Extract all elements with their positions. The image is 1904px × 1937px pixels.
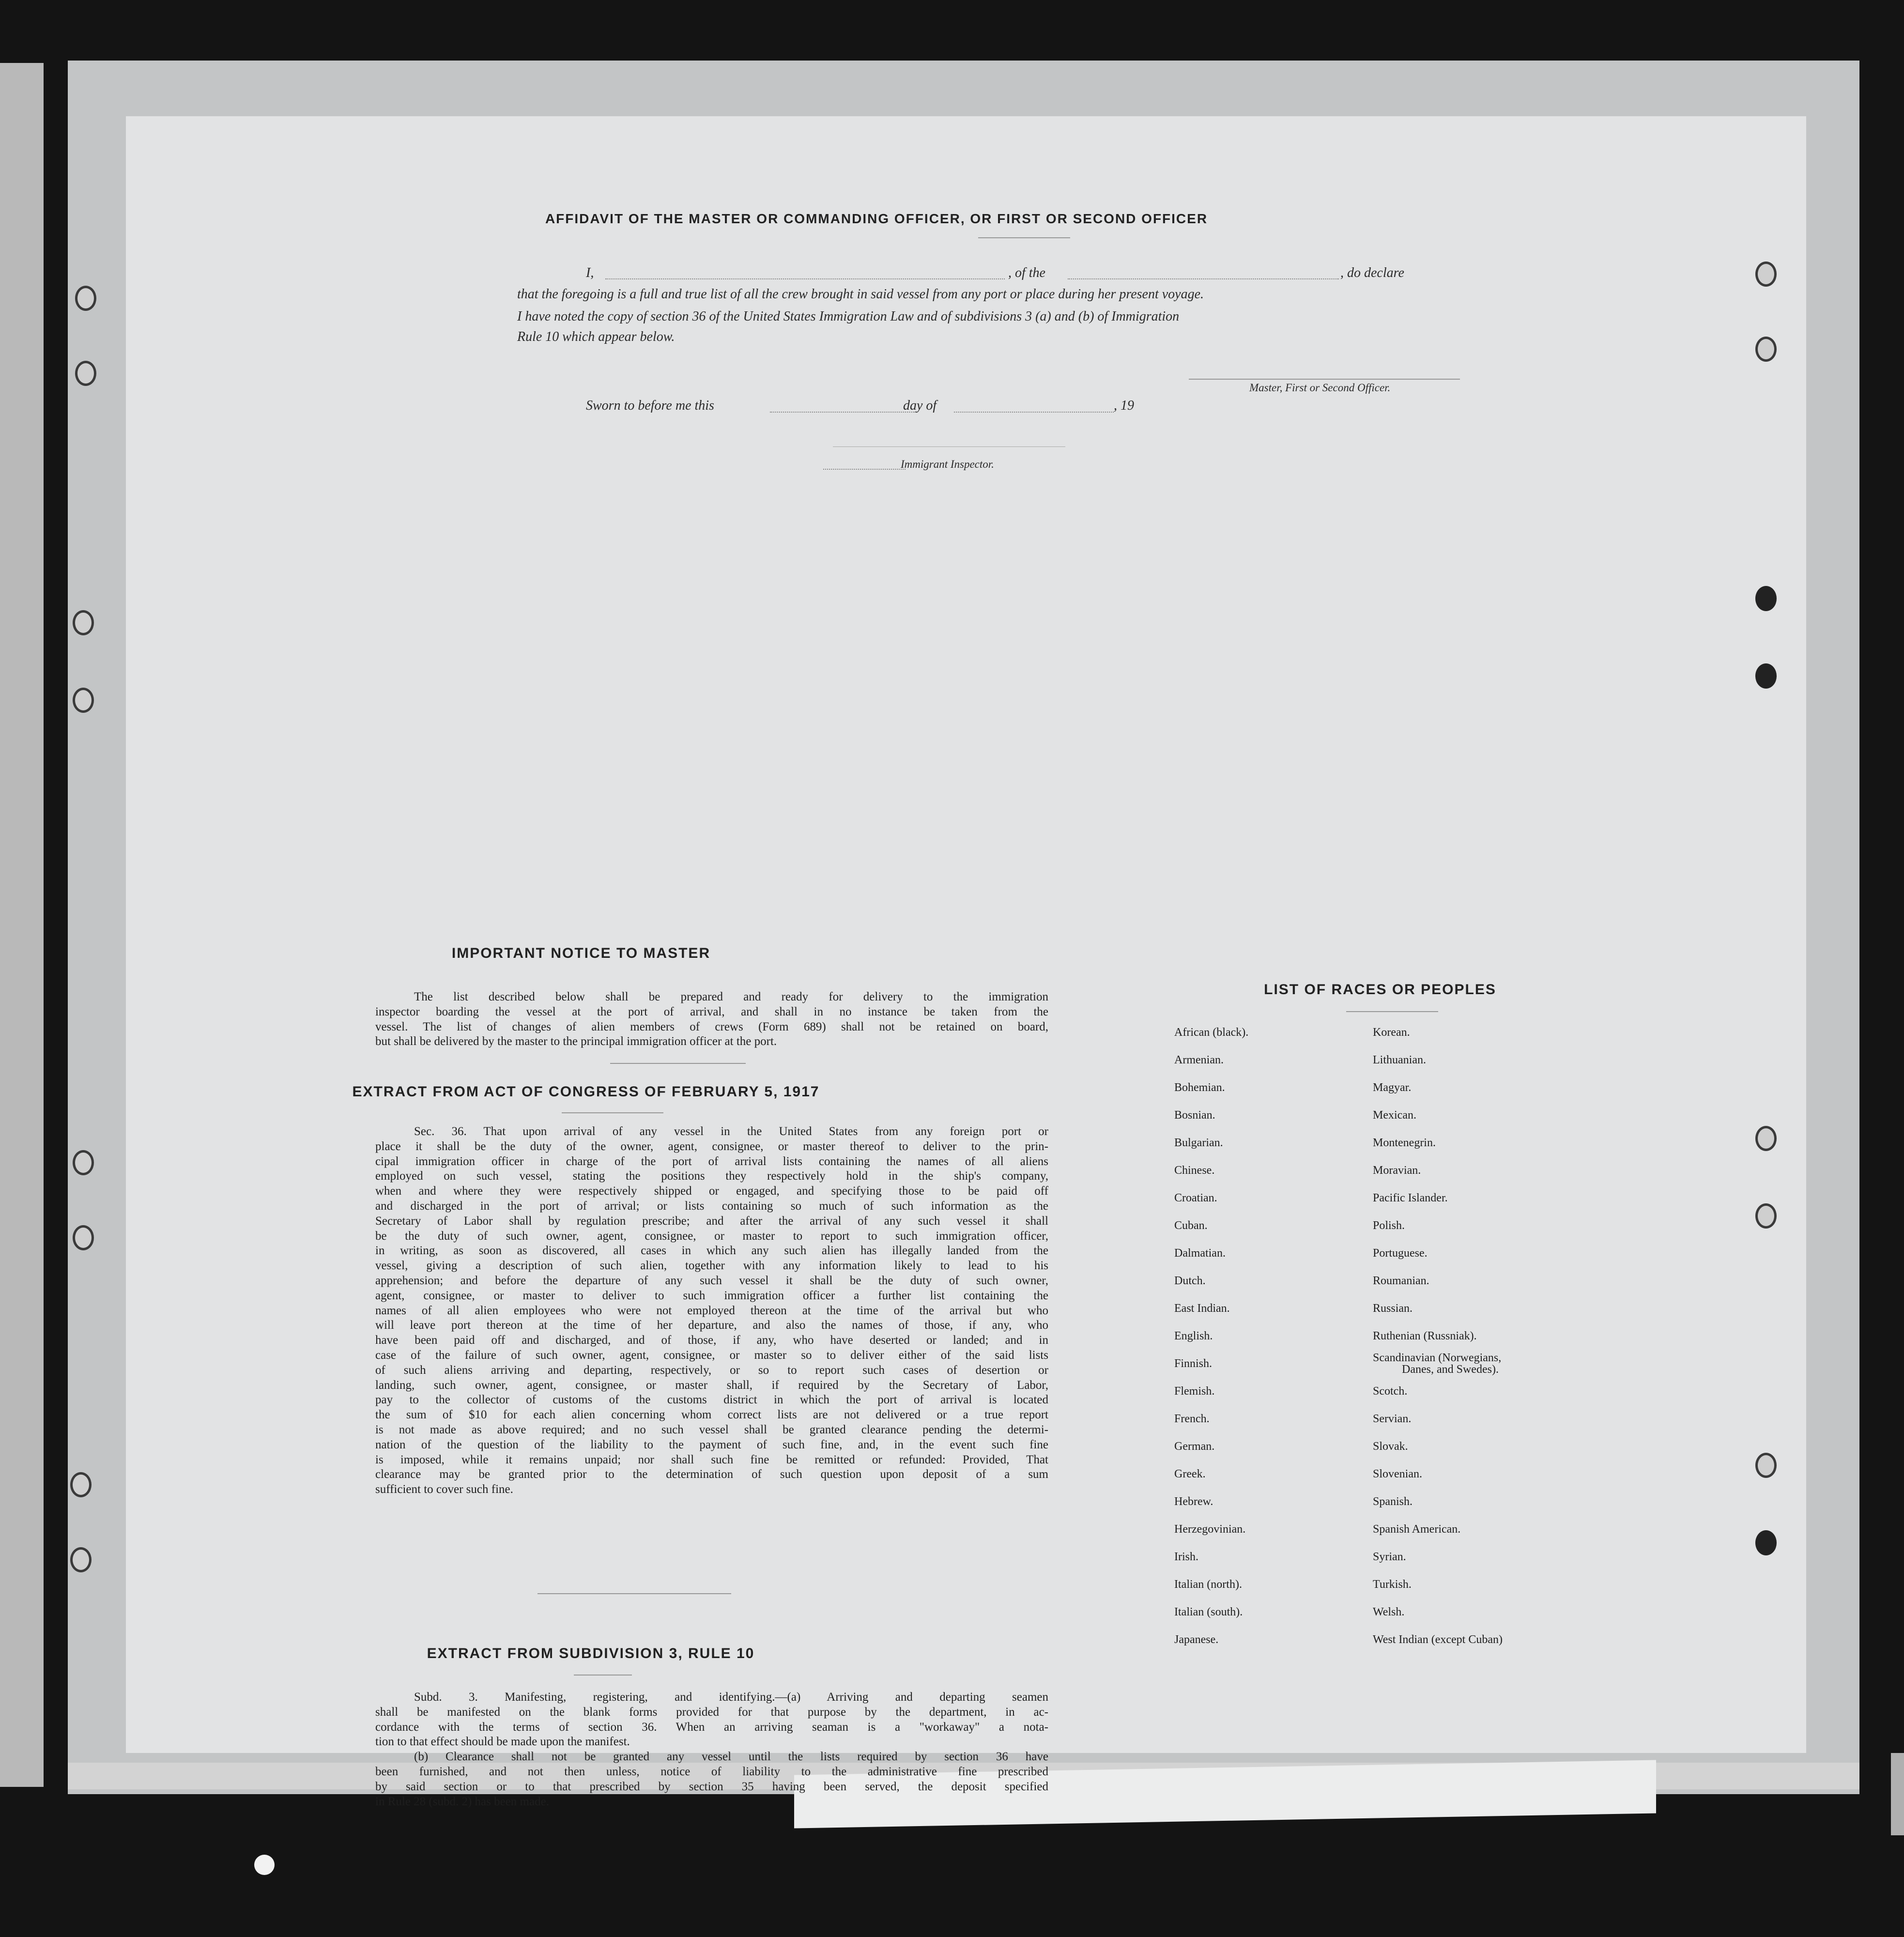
race-item: Finnish. [1174,1357,1213,1370]
race-item: German. [1174,1440,1215,1453]
day-blank [770,412,915,413]
binder-hole-icon [73,610,94,635]
rule-line: shall be manifested on the blank forms provided for that purpose by the department, in ac- [375,1705,1048,1719]
race-item: Bohemian. [1174,1081,1225,1094]
race-item: Spanish. [1373,1495,1413,1508]
race-item: Flemish. [1174,1385,1215,1398]
rule-line: by said section or to that prescribed by section 35 having been served, the deposit specified [375,1780,1048,1793]
races-title: LIST OF RACES OR PEOPLES [1264,982,1496,998]
act-line: Secretary of Labor shall by regulation prescribe; and after the arrival of any such vessel it shall [375,1214,1048,1228]
divider [574,1675,632,1676]
race-item: Scandinavian (Norwegians, [1373,1352,1502,1364]
binder-hole-icon [1755,663,1777,689]
act-line: and discharged in the port of arrival; or lists containing so much of such information as the [375,1199,1048,1213]
inspector-label: Immigrant Inspector. [901,458,994,470]
affidavit-of-the-label: , of the [1008,265,1045,280]
act-line: nation of the question of the liability to the payment of such fine, and, in the event such fine [375,1438,1048,1451]
act-line: Sec. 36. That upon arrival of any vessel in the United States from any foreign port or [414,1125,1048,1138]
race-item: Turkish. [1373,1578,1412,1591]
notice-line: inspector boarding the vessel at the port of arrival, and shall in no instance be taken from the [375,1005,1048,1018]
race-item: Scotch. [1373,1385,1408,1398]
rule-line: cordance with the terms of section 36. When an arriving seaman is a "workaway" a nota- [375,1720,1048,1734]
rule-line: (b) Clearance shall not be granted any vessel until the lists required by section 36 have [414,1750,1048,1764]
race-item: Polish. [1373,1219,1405,1232]
act-line: have been paid off and discharged, and of those, if any, who have deserted or landed; and in [375,1334,1048,1347]
race-item: Slovenian. [1373,1468,1422,1480]
race-item: Montenegrin. [1373,1137,1436,1149]
binder-hole-icon [1755,586,1777,611]
divider [562,1112,663,1113]
race-item: West Indian (except Cuban) [1373,1633,1503,1646]
act-line: apprehension; and before the departure of any such vessel it shall be the duty of such owner, [375,1274,1048,1287]
race-item: Moravian. [1373,1164,1421,1177]
act-line: pay to the collector of customs of the customs district in which the port of arrival is located [375,1393,1048,1407]
race-item: Bulgarian. [1174,1137,1223,1149]
race-item: Cuban. [1174,1219,1208,1232]
binder-hole-icon [70,1472,92,1497]
manifest-page [126,116,1806,1808]
race-item: Mexican. [1373,1109,1416,1122]
act-line: sufficient to cover such fine. [375,1483,513,1496]
affidavit-title: AFFIDAVIT OF THE MASTER OR COMMANDING OFFICER, OR FIRST OR SECOND OFFICER [545,211,1208,226]
race-item: Servian. [1373,1413,1412,1425]
month-blank [954,412,1114,413]
act-line: agent, consignee, or master to deliver to such immigration officer a further list containing the [375,1289,1048,1302]
race-item-continued: Danes, and Swedes). [1402,1363,1499,1376]
race-item: Italian (south). [1174,1606,1243,1618]
race-item: Spanish American. [1373,1523,1461,1536]
act-line: the sum of $10 for each alien concerning whom correct lists are not delivered or a true report [375,1408,1048,1422]
notice-line: The list described below shall be prepared and ready for delivery to the immigration [414,990,1048,1003]
divider [978,237,1070,238]
divider [1346,1011,1438,1012]
race-item: Chinese. [1174,1164,1215,1177]
race-item: Ruthenian (Russniak). [1373,1330,1477,1342]
punch-dot-icon [254,1855,275,1875]
affidavit-do-declare-label: , do declare [1340,265,1404,280]
notice-line: but shall be delivered by the master to the principal immigration officer at the port. [375,1035,777,1048]
race-item: Roumanian. [1373,1275,1429,1287]
act-line: in writing, as soon as discovered, all cases in which any such alien has illegally landed from the [375,1244,1048,1258]
binder-hole-icon [73,1225,94,1250]
rule-line: in Rule 28 (subd. 2) has been made. [375,1795,549,1808]
binder-hole-icon [73,1150,94,1175]
act-line: names of all alien employees who were not employed thereon at the time of the arrival but who [375,1304,1048,1317]
race-item: Welsh. [1373,1606,1405,1618]
race-item: French. [1174,1413,1210,1425]
binder-hole-icon [75,361,96,386]
race-item: Lithuanian. [1373,1054,1426,1066]
race-item: Dalmatian. [1174,1247,1226,1260]
race-item: Syrian. [1373,1551,1406,1563]
act-line: employed on such vessel, stating the positions they respectively hold in the ship's company, [375,1169,1048,1183]
act-line: is imposed, while it remains unpaid; nor shall such fine be remitted or refunded: Provided, That [375,1453,1048,1466]
act-line: place it shall be the duty of the owner, agent, consignee, or master thereof to deliver to the prin- [375,1139,1048,1153]
master-signature-line [1189,379,1460,380]
binder-hole-icon [1755,1203,1777,1229]
divider [610,1063,746,1064]
divider [537,1593,731,1594]
act-line: of such aliens arriving and departing, respectively, or so to report such cases of desertion or [375,1363,1048,1377]
race-item: Bosnian. [1174,1109,1215,1122]
binder-hole-icon [1755,337,1777,362]
race-item: Croatian. [1174,1192,1217,1204]
act-line: cipal immigration officer in charge of the port of arrival lists containing the names of all aliens [375,1154,1048,1168]
binder-hole-icon [70,1547,92,1572]
binder-hole-icon [1755,261,1777,287]
notice-body [375,990,1048,1049]
sworn-label: Sworn to before me this [586,398,714,413]
race-item: Portuguese. [1373,1247,1428,1260]
race-item: Armenian. [1174,1054,1224,1066]
race-item: African (black). [1174,1026,1249,1039]
binder-hole-icon [1755,1126,1777,1151]
rule-line: tion to that effect should be made upon the manifest. [375,1735,630,1749]
race-item: Japanese. [1174,1633,1219,1646]
race-item: East Indian. [1174,1302,1230,1315]
vessel-blank [1068,278,1339,279]
race-item: Slovak. [1373,1440,1408,1453]
adjacent-page-right-edge [1891,1753,1904,1835]
year-label: , 19 [1114,398,1134,413]
binder-hole-icon [1755,1530,1777,1555]
notice-line: vessel. The list of changes of alien members of crews (Form 689) shall not be retained on board, [375,1020,1048,1033]
race-item: Italian (north). [1174,1578,1242,1591]
race-item: Magyar. [1373,1081,1412,1094]
inspector-upper-line [833,446,1065,447]
act-line: is not made as above required; and no such vessel shall be granted clearance pending the determi- [375,1423,1048,1436]
race-item: Hebrew. [1174,1495,1213,1508]
race-item: Herzegovinian. [1174,1523,1246,1536]
act-extract-body [375,1124,1048,1497]
affidavit-i-label: I, [586,265,594,280]
act-line: case of the failure of such owner, agent, consignee, or master so to deliver either of the said lists [375,1348,1048,1362]
rule-line: Subd. 3. Manifesting, registering, and identifying.—(a) Arriving and departing seamen [414,1691,1048,1704]
act-line: when and where they were respectively shipped or engaged, and specifying those to be paid off [375,1184,1048,1198]
rule-line: been furnished, and not then unless, notice of liability to the administrative fine prescribed [375,1765,1048,1778]
master-signature-label: Master, First or Second Officer. [1249,382,1391,394]
affidavit-body-line: I have noted the copy of section 36 of the United States Immigration Law and of subdivisions 3 (a) and (b) of Immigration [517,309,1180,324]
act-line: will leave port thereon at the time of her departure, and also the names of those, if any, who [375,1319,1048,1332]
binder-hole-icon [1755,1453,1777,1478]
act-extract-title: EXTRACT FROM ACT OF CONGRESS OF FEBRUARY 5, 1917 [352,1084,820,1100]
race-item: Korean. [1373,1026,1410,1039]
rule-extract-body [375,1690,1048,1809]
race-item: Russian. [1373,1302,1413,1315]
day-of-label: day of [903,398,937,413]
binder-hole-icon [75,286,96,311]
act-line: be the duty of such owner, agent, consignee, or master to report to such immigration officer, [375,1229,1048,1243]
inspector-blank [823,469,906,470]
adjacent-page-left-edge [0,63,44,1787]
binder-hole-icon [73,688,94,713]
notice-title: IMPORTANT NOTICE TO MASTER [451,945,711,961]
race-item: Irish. [1174,1551,1198,1563]
affidavit-body-line: that the foregoing is a full and true list of all the crew brought in said vessel from any port or place during her present voyage. [517,287,1204,302]
act-line: clearance may be granted prior to the determination of such question upon deposit of a sum [375,1468,1048,1481]
race-item: Dutch. [1174,1275,1206,1287]
race-item: Pacific Islander. [1373,1192,1448,1204]
race-item: English. [1174,1330,1213,1342]
act-line: landing, such owner, agent, consignee, or master shall, if required by the Secretary of Labor, [375,1378,1048,1392]
affidavit-body-line: Rule 10 which appear below. [517,329,675,344]
race-item: Greek. [1174,1468,1206,1480]
act-line: vessel, giving a description of such alien, together with any information likely to lead to his [375,1259,1048,1273]
rule-extract-title: EXTRACT FROM SUBDIVISION 3, RULE 10 [427,1645,755,1661]
name-blank [605,278,1005,279]
